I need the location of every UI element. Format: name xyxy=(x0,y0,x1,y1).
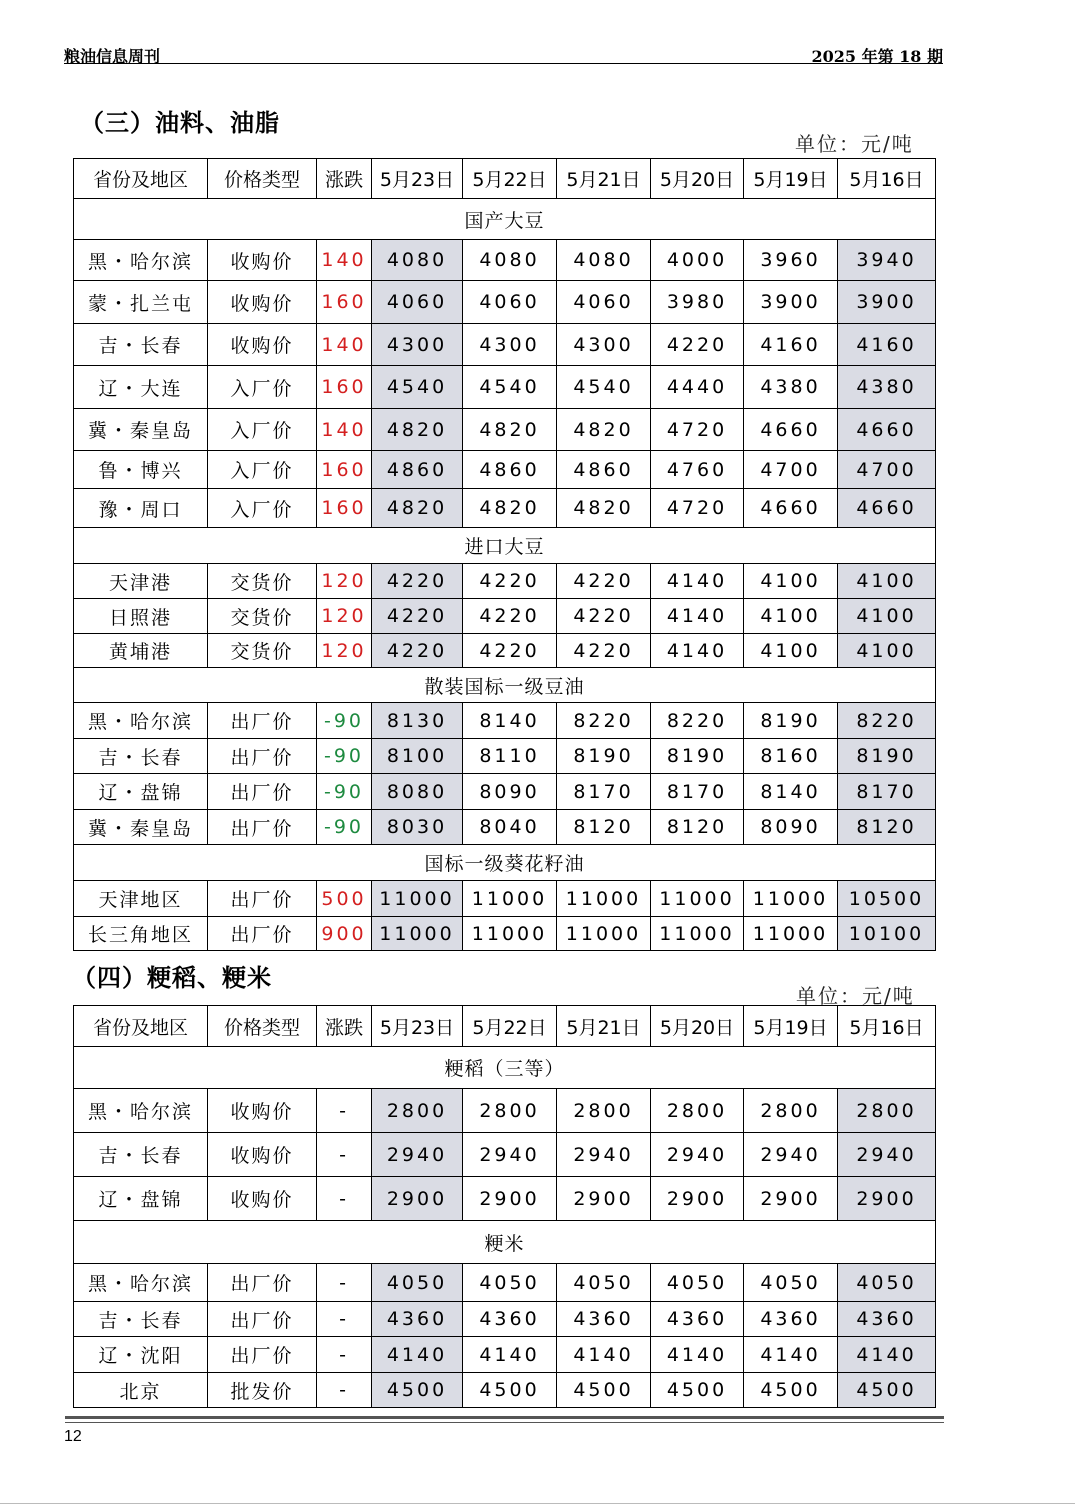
price-cell: 8040 xyxy=(463,810,557,845)
price-cell: 4720 xyxy=(651,409,744,451)
price-cell: 11000 xyxy=(651,917,744,951)
column-header: 5月23日 xyxy=(372,159,463,199)
change-cell: - xyxy=(317,1133,372,1177)
price-cell: 4860 xyxy=(557,451,651,489)
price-cell: 4050 xyxy=(557,1264,651,1302)
change-cell: - xyxy=(317,1302,372,1337)
column-header: 5月23日 xyxy=(372,1006,463,1047)
price-cell: 2800 xyxy=(744,1089,838,1133)
change-cell: - xyxy=(317,1177,372,1221)
price-cell: 11000 xyxy=(372,917,463,951)
table-row xyxy=(74,1302,936,1337)
unit-label-oils: 单位：元/吨 xyxy=(795,132,914,156)
price-cell: 3960 xyxy=(744,240,838,281)
price-cell: 8190 xyxy=(838,739,936,774)
change-cell: 500 xyxy=(317,881,372,917)
price-cell: 4220 xyxy=(463,564,557,599)
price-cell: 8140 xyxy=(744,774,838,810)
price-cell: 2940 xyxy=(744,1133,838,1177)
price-cell: 4060 xyxy=(372,281,463,324)
price-cell: 4140 xyxy=(838,1337,936,1373)
price-type-cell: 入厂价 xyxy=(208,409,317,451)
price-cell: 4700 xyxy=(838,451,936,489)
region-cell: 长三角地区 xyxy=(74,917,208,951)
price-cell: 4820 xyxy=(463,409,557,451)
change-cell: 120 xyxy=(317,564,372,599)
column-header: 价格类型 xyxy=(208,159,317,199)
region-cell: 吉・长春 xyxy=(74,739,208,774)
column-header: 涨跌 xyxy=(317,159,372,199)
price-cell: 11000 xyxy=(463,881,557,917)
price-cell: 4820 xyxy=(372,409,463,451)
price-cell: 4380 xyxy=(838,366,936,409)
price-cell: 4500 xyxy=(651,1373,744,1408)
price-cell: 8190 xyxy=(744,703,838,739)
price-cell: 4140 xyxy=(651,634,744,668)
price-type-cell: 出厂价 xyxy=(208,810,317,845)
price-cell: 8160 xyxy=(744,739,838,774)
price-type-cell: 出厂价 xyxy=(208,1264,317,1302)
price-cell: 4360 xyxy=(557,1302,651,1337)
footer-divider-thin xyxy=(65,1422,944,1423)
footer-divider-thick xyxy=(65,1416,944,1419)
price-cell: 2800 xyxy=(372,1089,463,1133)
price-cell: 2940 xyxy=(651,1133,744,1177)
region-cell: 辽・盘锦 xyxy=(74,1177,208,1221)
price-cell: 8120 xyxy=(557,810,651,845)
price-cell: 2800 xyxy=(838,1089,936,1133)
region-cell: 冀・秦皇岛 xyxy=(74,409,208,451)
price-cell: 4360 xyxy=(744,1302,838,1337)
column-header: 5月19日 xyxy=(744,1006,838,1047)
price-cell: 2900 xyxy=(744,1177,838,1221)
change-cell: -90 xyxy=(317,810,372,845)
price-cell: 8110 xyxy=(463,739,557,774)
price-type-cell: 交货价 xyxy=(208,599,317,634)
region-cell: 黑・哈尔滨 xyxy=(74,1089,208,1133)
price-type-cell: 出厂价 xyxy=(208,703,317,739)
category-row xyxy=(74,668,936,703)
table-row xyxy=(74,599,936,634)
price-type-cell: 出厂价 xyxy=(208,739,317,774)
section-title-rice: （四）粳稻、粳米 xyxy=(72,964,272,992)
header-row xyxy=(74,159,936,199)
price-cell: 4140 xyxy=(651,1337,744,1373)
column-header: 5月16日 xyxy=(838,1006,936,1047)
price-cell: 4660 xyxy=(838,409,936,451)
price-cell: 4380 xyxy=(744,366,838,409)
price-cell: 4080 xyxy=(557,240,651,281)
change-cell: 120 xyxy=(317,599,372,634)
price-cell: 4820 xyxy=(557,489,651,528)
price-cell: 4060 xyxy=(463,281,557,324)
price-type-cell: 入厂价 xyxy=(208,366,317,409)
price-cell: 2940 xyxy=(372,1133,463,1177)
price-type-cell: 收购价 xyxy=(208,1177,317,1221)
category-row xyxy=(74,528,936,564)
price-cell: 2900 xyxy=(463,1177,557,1221)
table-row xyxy=(74,703,936,739)
change-cell: - xyxy=(317,1373,372,1408)
table-row xyxy=(74,489,936,528)
region-cell: 黄埔港 xyxy=(74,634,208,668)
price-cell: 2800 xyxy=(651,1089,744,1133)
price-cell: 4300 xyxy=(463,324,557,366)
price-type-cell: 收购价 xyxy=(208,281,317,324)
price-cell: 4820 xyxy=(557,409,651,451)
price-type-cell: 入厂价 xyxy=(208,489,317,528)
table-row xyxy=(74,739,936,774)
page-edge-rule xyxy=(0,1503,1075,1504)
price-cell: 4760 xyxy=(651,451,744,489)
price-cell: 4700 xyxy=(744,451,838,489)
column-header: 5月21日 xyxy=(557,159,651,199)
column-header: 省份及地区 xyxy=(74,159,208,199)
region-cell: 黑・哈尔滨 xyxy=(74,1264,208,1302)
price-cell: 2940 xyxy=(838,1133,936,1177)
price-cell: 8100 xyxy=(372,739,463,774)
change-cell: 160 xyxy=(317,451,372,489)
category-label: 国标一级葵花籽油 xyxy=(74,845,936,881)
price-cell: 4540 xyxy=(372,366,463,409)
table-row xyxy=(74,366,936,409)
category-label: 粳稻（三等） xyxy=(74,1047,936,1089)
column-header: 省份及地区 xyxy=(74,1006,208,1047)
price-cell: 4540 xyxy=(463,366,557,409)
region-cell: 黑・哈尔滨 xyxy=(74,240,208,281)
price-cell: 4820 xyxy=(463,489,557,528)
price-cell: 4860 xyxy=(372,451,463,489)
price-cell: 4140 xyxy=(651,599,744,634)
region-cell: 辽・沈阳 xyxy=(74,1337,208,1373)
price-cell: 4050 xyxy=(838,1264,936,1302)
price-type-cell: 入厂价 xyxy=(208,451,317,489)
region-cell: 辽・大连 xyxy=(74,366,208,409)
price-type-cell: 收购价 xyxy=(208,324,317,366)
oil-price-table xyxy=(73,158,936,951)
price-cell: 2940 xyxy=(557,1133,651,1177)
table-row xyxy=(74,324,936,366)
price-cell: 4300 xyxy=(372,324,463,366)
journal-title: 粮油信息周刊 xyxy=(64,47,161,66)
price-cell: 2900 xyxy=(372,1177,463,1221)
price-cell: 3900 xyxy=(838,281,936,324)
region-cell: 吉・长春 xyxy=(74,324,208,366)
change-cell: -90 xyxy=(317,739,372,774)
category-label: 国产大豆 xyxy=(74,199,936,240)
price-cell: 4140 xyxy=(463,1337,557,1373)
table-row xyxy=(74,1089,936,1133)
table-row xyxy=(74,1133,936,1177)
change-cell: 160 xyxy=(317,489,372,528)
price-cell: 4140 xyxy=(651,564,744,599)
price-cell: 8030 xyxy=(372,810,463,845)
price-cell: 3980 xyxy=(651,281,744,324)
price-type-cell: 出厂价 xyxy=(208,881,317,917)
price-cell: 4140 xyxy=(557,1337,651,1373)
price-cell: 8170 xyxy=(838,774,936,810)
price-cell: 4500 xyxy=(557,1373,651,1408)
price-cell: 11000 xyxy=(463,917,557,951)
category-row xyxy=(74,1047,936,1089)
price-cell: 8220 xyxy=(557,703,651,739)
price-cell: 4050 xyxy=(463,1264,557,1302)
price-cell: 4160 xyxy=(744,324,838,366)
category-row xyxy=(74,1221,936,1264)
price-cell: 8190 xyxy=(651,739,744,774)
table-row xyxy=(74,409,936,451)
price-cell: 4220 xyxy=(651,324,744,366)
category-label: 进口大豆 xyxy=(74,528,936,564)
column-header: 涨跌 xyxy=(317,1006,372,1047)
price-cell: 4000 xyxy=(651,240,744,281)
change-cell: - xyxy=(317,1089,372,1133)
price-cell: 11000 xyxy=(744,881,838,917)
price-cell: 8130 xyxy=(372,703,463,739)
change-cell: 160 xyxy=(317,281,372,324)
region-cell: 豫・周口 xyxy=(74,489,208,528)
price-cell: 4660 xyxy=(744,489,838,528)
table-row xyxy=(74,917,936,951)
page-number: 12 xyxy=(64,1428,82,1445)
region-cell: 辽・盘锦 xyxy=(74,774,208,810)
price-cell: 8120 xyxy=(838,810,936,845)
change-cell: 160 xyxy=(317,366,372,409)
price-cell: 4100 xyxy=(838,599,936,634)
unit-label-rice: 单位：元/吨 xyxy=(796,984,915,1008)
category-label: 散装国标一级豆油 xyxy=(74,668,936,703)
price-cell: 11000 xyxy=(372,881,463,917)
price-cell: 4140 xyxy=(744,1337,838,1373)
price-cell: 4540 xyxy=(557,366,651,409)
rice-price-table xyxy=(73,1005,936,1408)
price-cell: 2900 xyxy=(838,1177,936,1221)
header-divider xyxy=(64,63,943,64)
price-type-cell: 出厂价 xyxy=(208,917,317,951)
price-cell: 4500 xyxy=(463,1373,557,1408)
price-cell: 8220 xyxy=(651,703,744,739)
price-cell: 4860 xyxy=(463,451,557,489)
price-cell: 2800 xyxy=(557,1089,651,1133)
price-cell: 8170 xyxy=(557,774,651,810)
price-cell: 11000 xyxy=(557,881,651,917)
section-title-oils: （三）油料、油脂 xyxy=(80,109,280,137)
region-cell: 蒙・扎兰屯 xyxy=(74,281,208,324)
price-cell: 3900 xyxy=(744,281,838,324)
price-cell: 4220 xyxy=(557,564,651,599)
change-cell: - xyxy=(317,1337,372,1373)
price-cell: 4080 xyxy=(463,240,557,281)
price-cell: 4100 xyxy=(744,634,838,668)
price-cell: 8090 xyxy=(744,810,838,845)
price-cell: 10500 xyxy=(838,881,936,917)
category-row xyxy=(74,845,936,881)
change-cell: - xyxy=(317,1264,372,1302)
table-row xyxy=(74,774,936,810)
price-type-cell: 收购价 xyxy=(208,240,317,281)
price-cell: 4140 xyxy=(372,1337,463,1373)
table-row xyxy=(74,1264,936,1302)
price-cell: 8220 xyxy=(838,703,936,739)
region-cell: 冀・秦皇岛 xyxy=(74,810,208,845)
region-cell: 日照港 xyxy=(74,599,208,634)
price-cell: 8140 xyxy=(463,703,557,739)
issue-number: 2025 年第 18 期 xyxy=(811,47,943,66)
price-type-cell: 出厂价 xyxy=(208,774,317,810)
price-cell: 8170 xyxy=(651,774,744,810)
region-cell: 天津地区 xyxy=(74,881,208,917)
price-cell: 4050 xyxy=(744,1264,838,1302)
header-row xyxy=(74,1006,936,1047)
price-cell: 4220 xyxy=(372,634,463,668)
region-cell: 黑・哈尔滨 xyxy=(74,703,208,739)
table-row xyxy=(74,810,936,845)
price-cell: 11000 xyxy=(557,917,651,951)
region-cell: 吉・长春 xyxy=(74,1302,208,1337)
table-row xyxy=(74,634,936,668)
table-row xyxy=(74,1373,936,1408)
price-cell: 4360 xyxy=(838,1302,936,1337)
price-cell: 4100 xyxy=(838,634,936,668)
price-cell: 3940 xyxy=(838,240,936,281)
price-cell: 4100 xyxy=(838,564,936,599)
region-cell: 鲁・博兴 xyxy=(74,451,208,489)
column-header: 5月20日 xyxy=(651,1006,744,1047)
region-cell: 北京 xyxy=(74,1373,208,1408)
price-cell: 4220 xyxy=(372,564,463,599)
change-cell: 140 xyxy=(317,409,372,451)
price-cell: 4660 xyxy=(744,409,838,451)
change-cell: 120 xyxy=(317,634,372,668)
table-row xyxy=(74,1337,936,1373)
price-type-cell: 出厂价 xyxy=(208,1302,317,1337)
column-header: 5月21日 xyxy=(557,1006,651,1047)
price-cell: 10100 xyxy=(838,917,936,951)
price-cell: 4220 xyxy=(372,599,463,634)
price-cell: 8080 xyxy=(372,774,463,810)
column-header: 5月16日 xyxy=(838,159,936,199)
price-type-cell: 出厂价 xyxy=(208,1337,317,1373)
price-type-cell: 收购价 xyxy=(208,1133,317,1177)
price-cell: 4660 xyxy=(838,489,936,528)
price-cell: 4060 xyxy=(557,281,651,324)
price-cell: 8120 xyxy=(651,810,744,845)
price-cell: 4050 xyxy=(372,1264,463,1302)
price-cell: 11000 xyxy=(651,881,744,917)
table-row xyxy=(74,1177,936,1221)
price-type-cell: 批发价 xyxy=(208,1373,317,1408)
price-cell: 4360 xyxy=(651,1302,744,1337)
table-row xyxy=(74,281,936,324)
column-header: 5月22日 xyxy=(463,1006,557,1047)
price-cell: 4360 xyxy=(463,1302,557,1337)
price-cell: 4500 xyxy=(744,1373,838,1408)
price-cell: 2900 xyxy=(557,1177,651,1221)
change-cell: 140 xyxy=(317,240,372,281)
price-cell: 4220 xyxy=(463,634,557,668)
table-row xyxy=(74,451,936,489)
column-header: 5月19日 xyxy=(744,159,838,199)
change-cell: -90 xyxy=(317,703,372,739)
table-row xyxy=(74,881,936,917)
price-cell: 4440 xyxy=(651,366,744,409)
price-cell: 8090 xyxy=(463,774,557,810)
price-cell: 4820 xyxy=(372,489,463,528)
price-cell: 8190 xyxy=(557,739,651,774)
price-cell: 4100 xyxy=(744,564,838,599)
price-type-cell: 交货价 xyxy=(208,634,317,668)
price-cell: 4500 xyxy=(838,1373,936,1408)
price-cell: 4720 xyxy=(651,489,744,528)
change-cell: -90 xyxy=(317,774,372,810)
column-header: 5月22日 xyxy=(463,159,557,199)
price-type-cell: 交货价 xyxy=(208,564,317,599)
price-cell: 2940 xyxy=(463,1133,557,1177)
table-row xyxy=(74,240,936,281)
change-cell: 140 xyxy=(317,324,372,366)
region-cell: 天津港 xyxy=(74,564,208,599)
price-cell: 4160 xyxy=(838,324,936,366)
price-cell: 4220 xyxy=(463,599,557,634)
table-row xyxy=(74,564,936,599)
price-cell: 4500 xyxy=(372,1373,463,1408)
price-cell: 2800 xyxy=(463,1089,557,1133)
price-cell: 4220 xyxy=(557,634,651,668)
price-cell: 4300 xyxy=(557,324,651,366)
category-label: 粳米 xyxy=(74,1221,936,1264)
price-cell: 4050 xyxy=(651,1264,744,1302)
price-cell: 11000 xyxy=(744,917,838,951)
column-header: 价格类型 xyxy=(208,1006,317,1047)
price-cell: 4360 xyxy=(372,1302,463,1337)
category-row xyxy=(74,199,936,240)
region-cell: 吉・长春 xyxy=(74,1133,208,1177)
price-cell: 4220 xyxy=(557,599,651,634)
price-cell: 4080 xyxy=(372,240,463,281)
price-cell: 4100 xyxy=(744,599,838,634)
change-cell: 900 xyxy=(317,917,372,951)
column-header: 5月20日 xyxy=(651,159,744,199)
price-type-cell: 收购价 xyxy=(208,1089,317,1133)
price-cell: 2900 xyxy=(651,1177,744,1221)
